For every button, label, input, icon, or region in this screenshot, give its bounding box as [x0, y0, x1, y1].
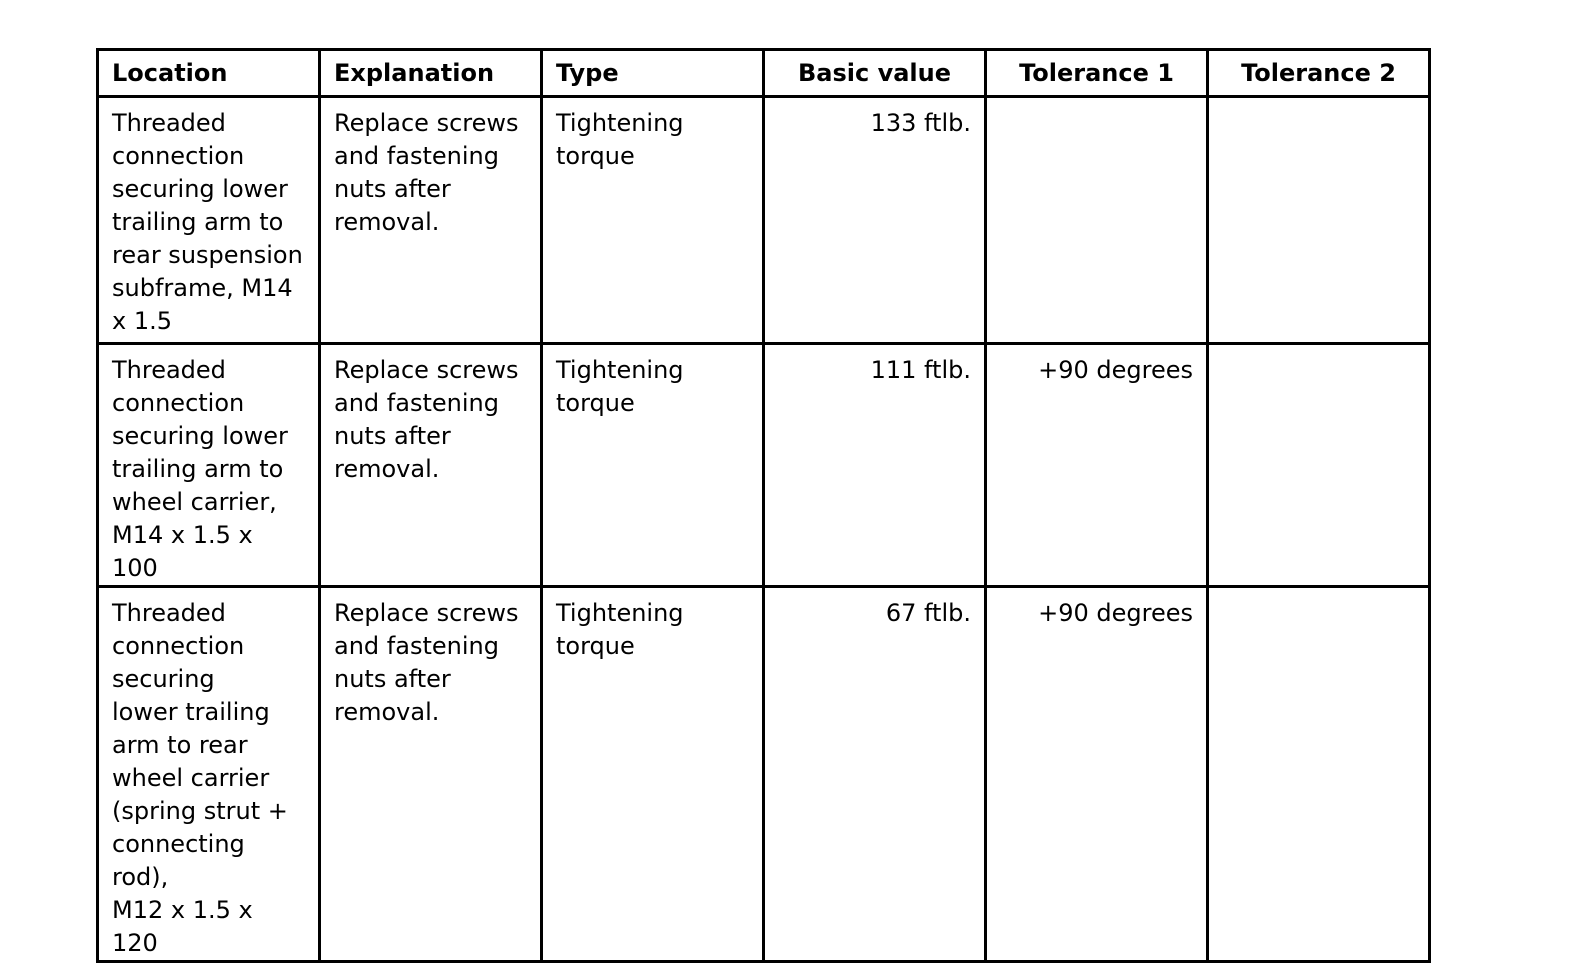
cell-tolerance-2: [1208, 587, 1430, 962]
cell-line: subframe, M14: [112, 274, 293, 302]
cell-line: trailing arm to: [112, 455, 284, 483]
cell-line: securing lower: [112, 175, 288, 203]
cell-location: [98, 587, 320, 962]
cell-explanation: [320, 97, 542, 344]
cell-line: wheel carrier: [112, 764, 270, 792]
table-row: [98, 587, 1430, 962]
cell-line: torque: [556, 142, 635, 170]
cell-line: trailing arm to: [112, 208, 284, 236]
cell-line: nuts after: [334, 665, 451, 693]
cell-line: Replace screws: [334, 109, 519, 137]
cell-line: securing: [112, 665, 215, 693]
cell-line: wheel carrier,: [112, 488, 277, 516]
cell-tolerance-2: [1208, 344, 1430, 587]
cell-explanation: [320, 344, 542, 587]
header-basic-value: Basic value: [764, 50, 986, 97]
cell-line: arm to rear: [112, 731, 248, 759]
cell-line: M12 x 1.5 x 120: [112, 896, 253, 957]
cell-line: Threaded: [112, 599, 226, 627]
cell-line: Replace screws: [334, 599, 519, 627]
torque-spec-table: [96, 48, 1431, 963]
header-row: [98, 50, 1430, 97]
cell-line: connection: [112, 142, 245, 170]
cell-basic-value: 111 ftlb.: [764, 344, 986, 587]
header-location: Location: [98, 50, 320, 97]
cell-line: and fastening: [334, 632, 499, 660]
cell-tolerance-1: +90 degrees: [986, 587, 1208, 962]
cell-line: connecting rod),: [112, 830, 245, 891]
cell-line: lower trailing: [112, 698, 270, 726]
cell-line: removal.: [334, 455, 440, 483]
cell-line: x 1.5: [112, 307, 172, 335]
cell-line: Tightening: [556, 599, 684, 627]
cell-line: rear suspension: [112, 241, 303, 269]
cell-line: connection: [112, 632, 245, 660]
cell-line: Threaded: [112, 356, 226, 384]
cell-line: torque: [556, 389, 635, 417]
cell-line: removal.: [334, 698, 440, 726]
cell-explanation: [320, 587, 542, 962]
cell-basic-value: 133 ftlb.: [764, 97, 986, 344]
table-row: [98, 97, 1430, 344]
cell-line: torque: [556, 632, 635, 660]
cell-line: M14 x 1.5 x 100: [112, 521, 253, 582]
cell-tolerance-2: [1208, 97, 1430, 344]
header-type: Type: [542, 50, 764, 97]
cell-line: nuts after: [334, 175, 451, 203]
cell-line: Threaded: [112, 109, 226, 137]
cell-line: nuts after: [334, 422, 451, 450]
cell-type: [542, 97, 764, 344]
cell-line: Tightening: [556, 356, 684, 384]
cell-line: Tightening: [556, 109, 684, 137]
cell-line: connection: [112, 389, 245, 417]
cell-type: [542, 344, 764, 587]
cell-basic-value: 67 ftlb.: [764, 587, 986, 962]
header-tolerance-1: Tolerance 1: [986, 50, 1208, 97]
header-tolerance-2: Tolerance 2: [1208, 50, 1430, 97]
cell-line: (spring strut +: [112, 797, 288, 825]
cell-tolerance-1: [986, 97, 1208, 344]
cell-line: removal.: [334, 208, 440, 236]
cell-type: [542, 587, 764, 962]
cell-line: and fastening: [334, 142, 499, 170]
cell-line: securing lower: [112, 422, 288, 450]
cell-line: and fastening: [334, 389, 499, 417]
cell-tolerance-1: +90 degrees: [986, 344, 1208, 587]
cell-location: [98, 344, 320, 587]
cell-line: Replace screws: [334, 356, 519, 384]
cell-location: [98, 97, 320, 344]
table-row: [98, 344, 1430, 587]
header-explanation: Explanation: [320, 50, 542, 97]
